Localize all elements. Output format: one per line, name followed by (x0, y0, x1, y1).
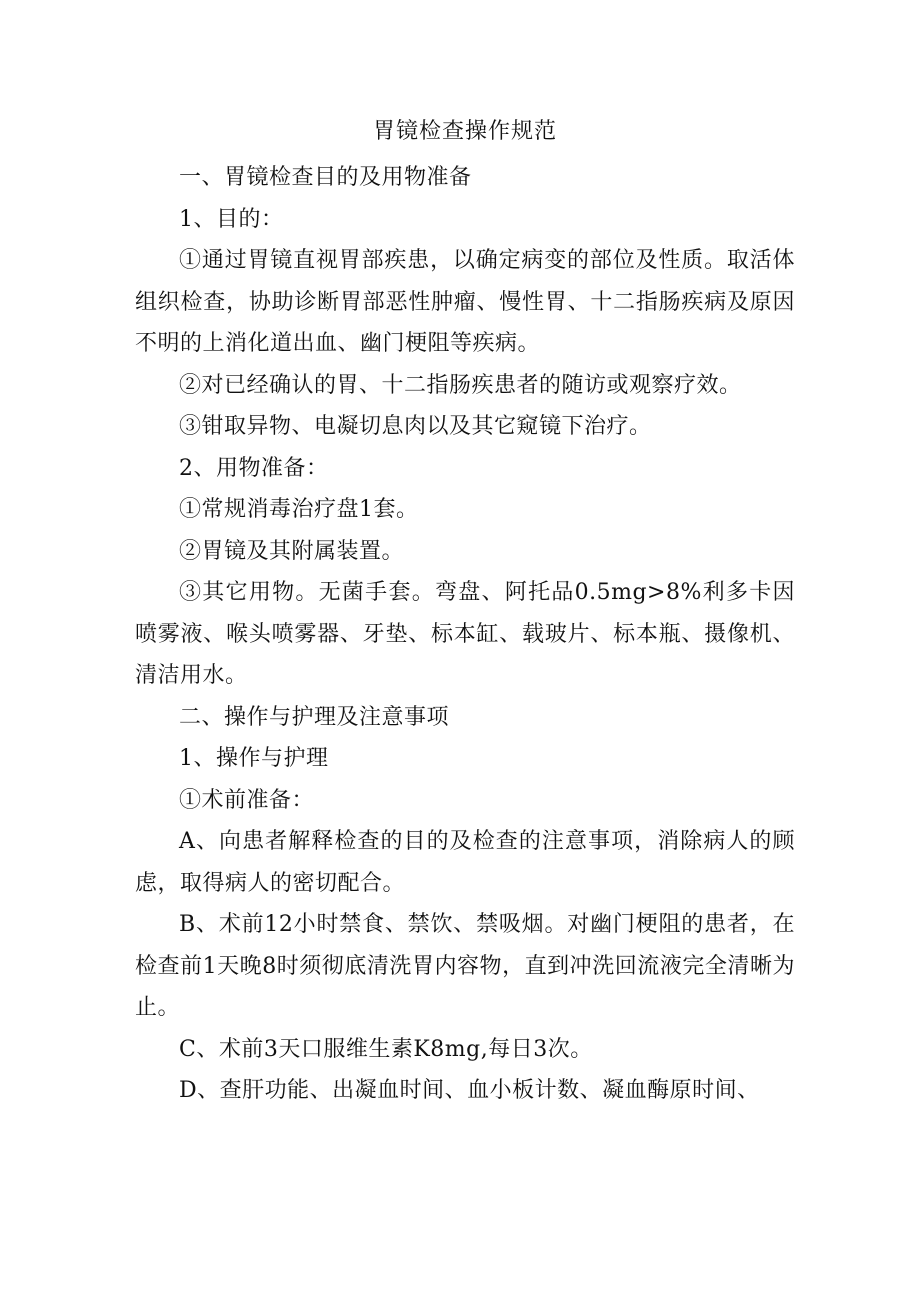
paragraph: ①常规消毒治疗盘1套。 (179, 497, 419, 522)
subheading-supplies: 2、用物准备： (179, 455, 329, 481)
subheading-preop: ①术前准备： (179, 787, 315, 813)
paragraph: D、查肝功能、出凝血时间、血小板计数、凝血酶原时间、 (179, 1078, 760, 1103)
subheading-purpose: 1、目的： (179, 206, 284, 232)
document-page (135, 110, 795, 1112)
paragraph: ③钳取异物、电凝切息肉以及其它窥镜下治疗。 (179, 414, 652, 439)
paragraph: ②胃镜及其附属装置。 (179, 538, 405, 564)
subheading-operation: 1、操作与护理 (179, 746, 329, 771)
paragraph: C、术前3天口服维生素K8mg,每日3次。 (179, 1036, 593, 1062)
document-title: 胃镜检查操作规范 (372, 119, 557, 144)
section-heading-1: 一、胃镜检查目的及用物准备 (179, 165, 472, 190)
paragraph: B、术前12小时禁食、禁饮、禁吸烟。对幽门梗阻的患者，在检查前1天晚8时须彻底清洗胃内容物，直到冲洗回流液完全清晰为止。 (135, 912, 795, 1020)
paragraph: ③其它用物。无菌手套。弯盘、阿托品0.5mg>8%利多卡因喷雾液、喉头喷雾器、牙垫、标本缸、载玻片、标本瓶、摄像机、清洁用水。 (135, 580, 795, 688)
paragraph: A、向患者解释检查的目的及检查的注意事项，消除病人的顾虑，取得病人的密切配合。 (135, 829, 795, 896)
section-heading-2: 二、操作与护理及注意事项 (179, 704, 450, 730)
paragraph: ①通过胃镜直视胃部疾患，以确定病变的部位及性质。取活体组织检查，协助诊断胃部恶性肿瘤、慢性胃、十二指肠疾病及原因不明的上消化道出血、幽门梗阻等疾病。 (135, 248, 795, 356)
paragraph: ②对已经确认的胃、十二指肠疾患者的随访或观察疗效。 (179, 372, 742, 398)
